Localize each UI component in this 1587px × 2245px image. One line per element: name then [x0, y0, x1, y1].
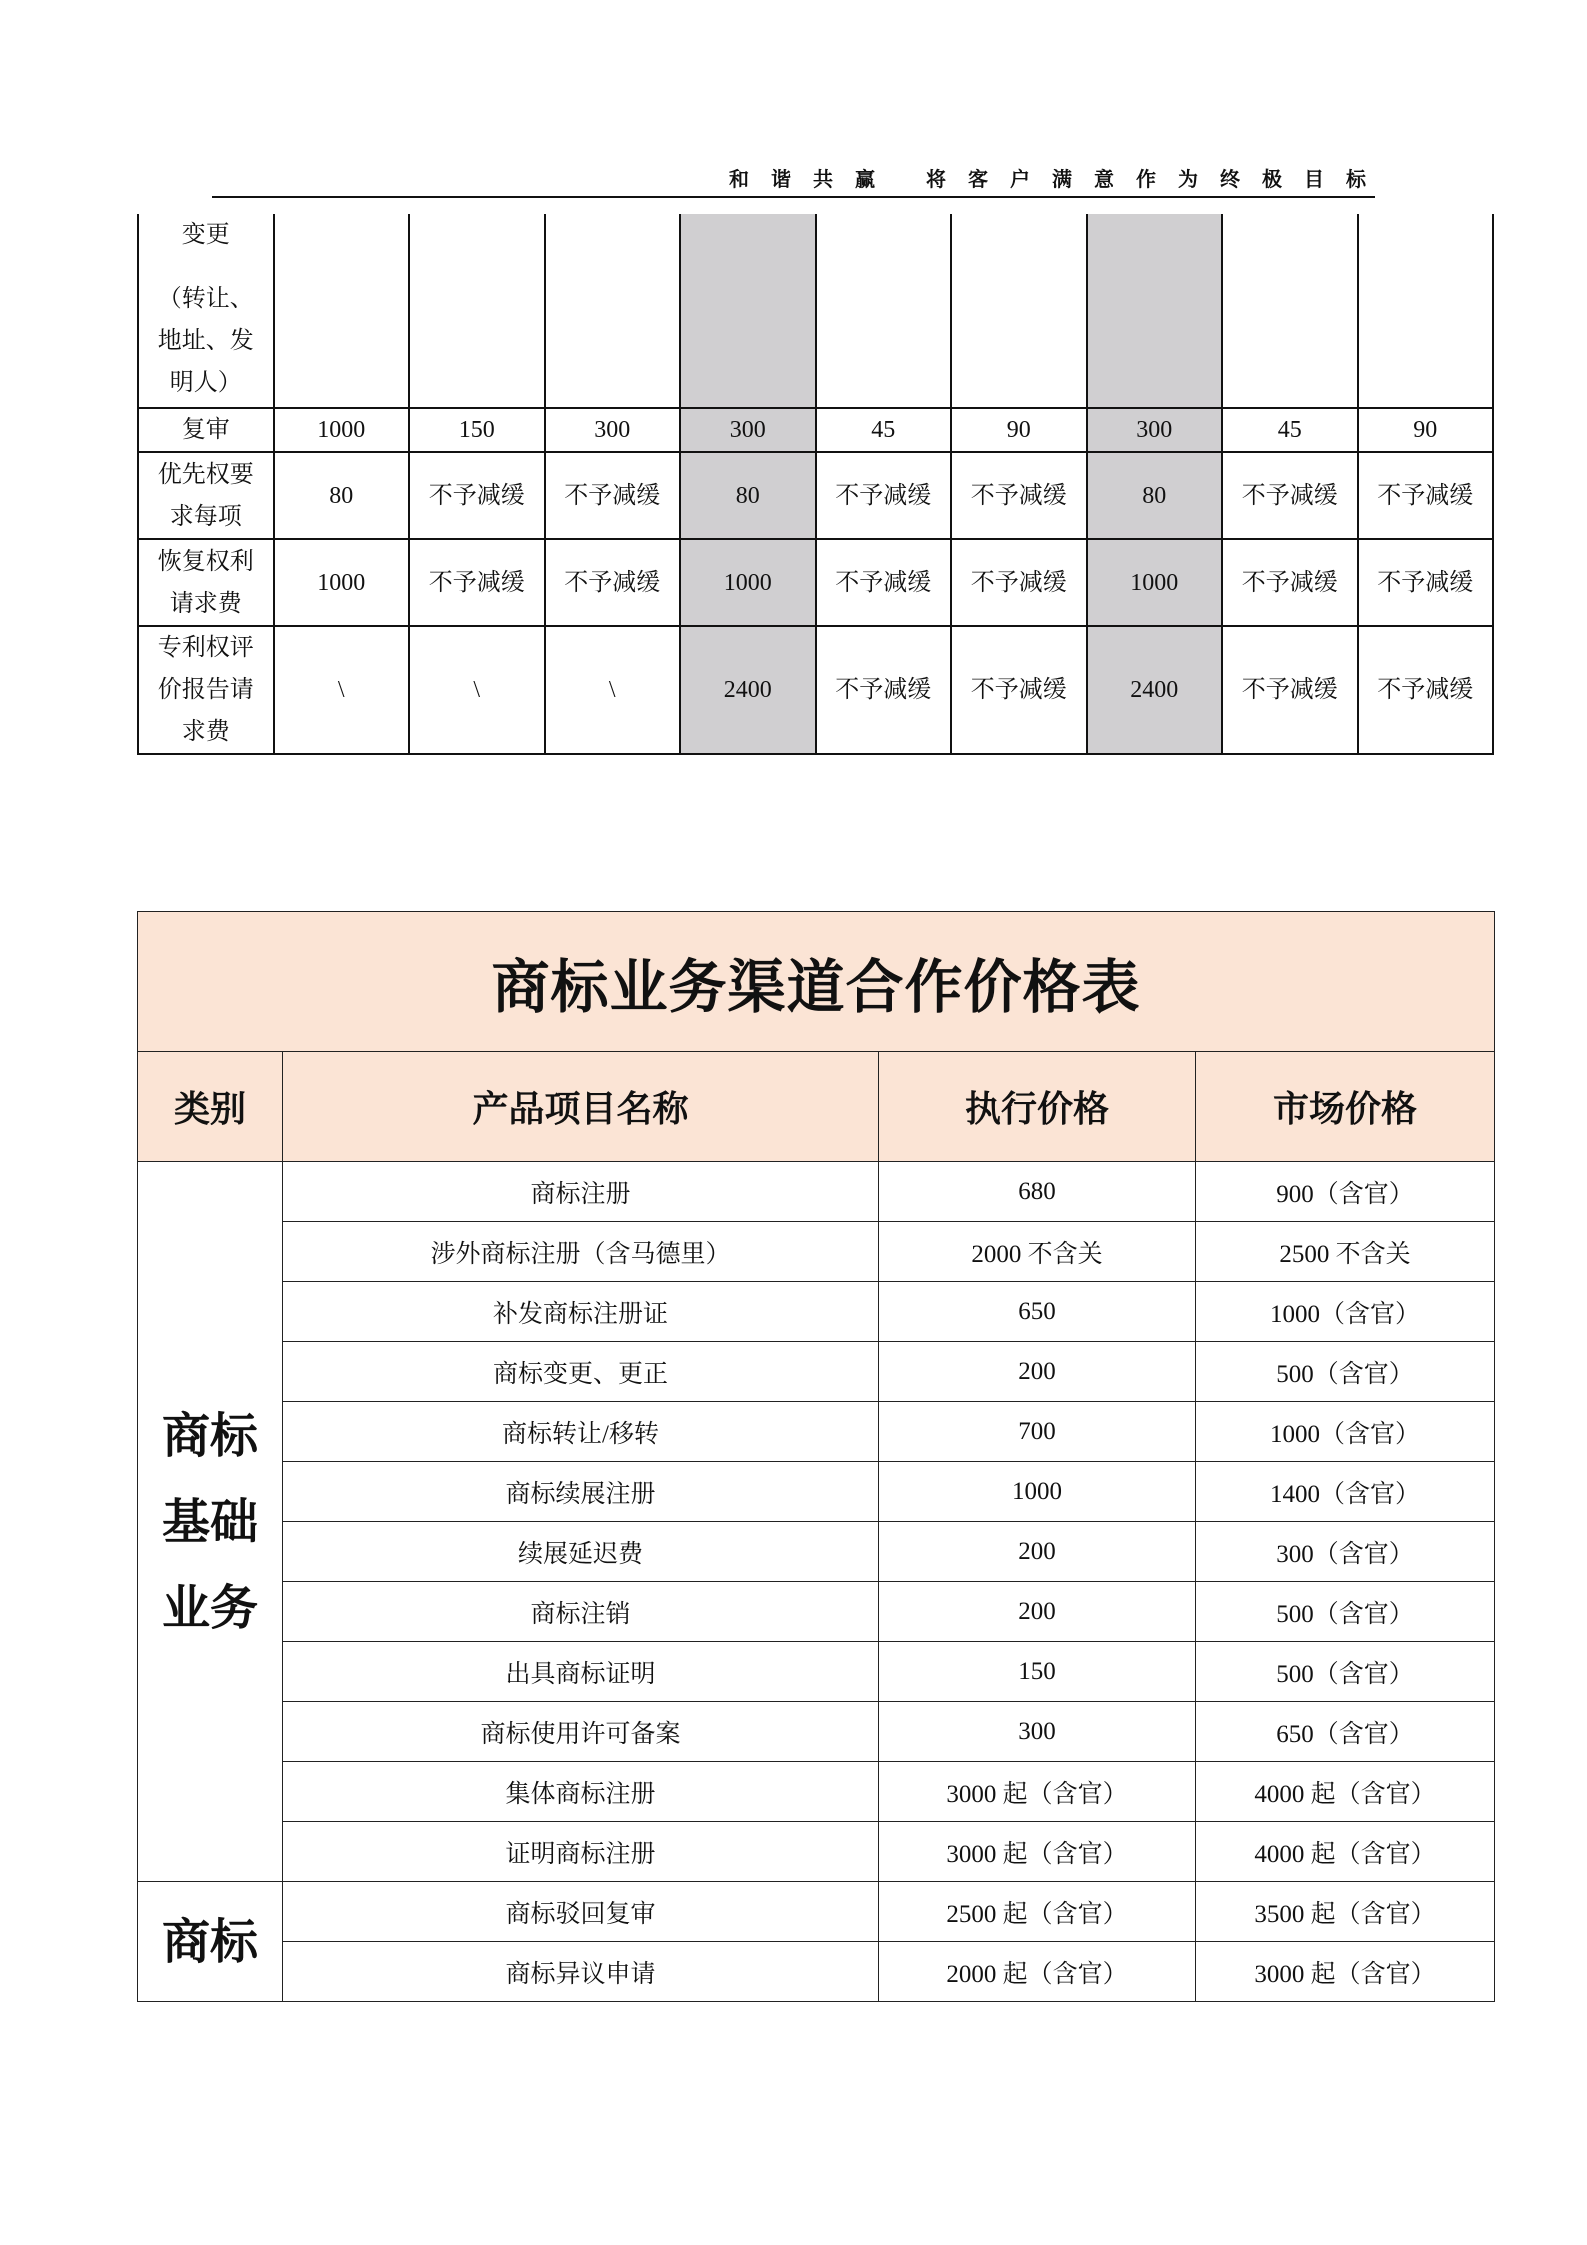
fee-value: 不予减缓	[545, 452, 681, 539]
fee-value-empty	[816, 214, 952, 408]
category-cell	[138, 1162, 283, 1882]
fee-value: 不予减缓	[1222, 539, 1358, 626]
price-row	[138, 1642, 1495, 1702]
fee-value: 2400	[1087, 626, 1223, 754]
price-row	[138, 1162, 1495, 1222]
price-row	[138, 1882, 1495, 1942]
item-name: 涉外商标注册（含马德里）	[283, 1222, 879, 1282]
fee-value: 不予减缓	[1358, 452, 1494, 539]
fee-value: 90	[951, 408, 1087, 452]
fee-value: 90	[1358, 408, 1494, 452]
item-name: 集体商标注册	[283, 1762, 879, 1822]
fee-row	[138, 626, 1493, 754]
fee-value: 不予减缓	[951, 452, 1087, 539]
exec-price: 2500 起（含官）	[879, 1882, 1196, 1942]
market-price: 4000 起（含官）	[1196, 1762, 1495, 1822]
fee-value-empty	[1358, 214, 1494, 408]
item-name: 出具商标证明	[283, 1642, 879, 1702]
fee-value-empty	[409, 214, 545, 408]
market-price: 3000 起（含官）	[1196, 1942, 1495, 2002]
fee-value: 80	[274, 452, 410, 539]
fee-row	[138, 539, 1493, 626]
item-name: 商标续展注册	[283, 1462, 879, 1522]
market-price: 900（含官）	[1196, 1162, 1495, 1222]
price-table	[137, 911, 1495, 2002]
price-table-title: 商标业务渠道合作价格表	[138, 912, 1495, 1052]
fee-value: 1000	[274, 408, 410, 452]
exec-price: 200	[879, 1522, 1196, 1582]
item-name: 商标异议申请	[283, 1942, 879, 2002]
fee-value: 2400	[680, 626, 816, 754]
market-price: 500（含官）	[1196, 1642, 1495, 1702]
fee-value: 不予减缓	[1222, 626, 1358, 754]
fee-value: 不予减缓	[1358, 626, 1494, 754]
fee-label-main: 变更	[181, 222, 230, 248]
fee-value: 300	[1087, 408, 1223, 452]
market-price: 300（含官）	[1196, 1522, 1495, 1582]
fee-row	[138, 408, 1493, 452]
price-row	[138, 1762, 1495, 1822]
fee-value: 150	[409, 408, 545, 452]
exec-price: 200	[879, 1582, 1196, 1642]
fee-value-empty	[274, 214, 410, 408]
item-name: 商标注销	[283, 1582, 879, 1642]
price-row	[138, 1222, 1495, 1282]
fee-label: 复审	[138, 408, 274, 452]
fee-value: 不予减缓	[545, 539, 681, 626]
market-price: 650（含官）	[1196, 1702, 1495, 1762]
fee-value-empty	[1087, 214, 1223, 408]
item-name: 商标转让/移转	[283, 1402, 879, 1462]
price-header-row	[138, 1052, 1495, 1162]
fee-value-empty	[545, 214, 681, 408]
exec-price: 3000 起（含官）	[879, 1822, 1196, 1882]
item-name: 商标注册	[283, 1162, 879, 1222]
fee-value: 不予减缓	[951, 539, 1087, 626]
price-row	[138, 1942, 1495, 2002]
category-cell	[138, 1882, 283, 2002]
fee-label: 优先权要求每项	[138, 452, 274, 539]
exec-price: 700	[879, 1402, 1196, 1462]
fee-value: 80	[680, 452, 816, 539]
fee-value: 80	[1087, 452, 1223, 539]
item-name: 续展延迟费	[283, 1522, 879, 1582]
fee-value: 不予减缓	[1358, 539, 1494, 626]
header-category: 类别	[138, 1052, 283, 1162]
exec-price: 3000 起（含官）	[879, 1762, 1196, 1822]
market-price: 1400（含官）	[1196, 1462, 1495, 1522]
exec-price: 680	[879, 1162, 1196, 1222]
fee-value: 45	[1222, 408, 1358, 452]
fee-value: 1000	[274, 539, 410, 626]
page-header-motto: 和谐共赢 将客户满意作为终极目标	[729, 167, 1388, 191]
category-label: 商标基础业务	[161, 1407, 258, 1636]
exec-price: 650	[879, 1282, 1196, 1342]
fee-value: 300	[545, 408, 681, 452]
fee-value: 1000	[1087, 539, 1223, 626]
header-rule	[212, 196, 1375, 198]
market-price: 500（含官）	[1196, 1342, 1495, 1402]
fee-value: 不予减缓	[951, 626, 1087, 754]
fee-row	[138, 214, 1493, 408]
fee-value-empty	[951, 214, 1087, 408]
fee-value: 不予减缓	[816, 626, 952, 754]
price-row	[138, 1342, 1495, 1402]
item-name: 证明商标注册	[283, 1822, 879, 1882]
market-price: 3500 起（含官）	[1196, 1882, 1495, 1942]
market-price: 4000 起（含官）	[1196, 1822, 1495, 1882]
fee-value: \	[274, 626, 410, 754]
fee-value: 不予减缓	[816, 452, 952, 539]
header-exec-price: 执行价格	[879, 1052, 1196, 1162]
price-row	[138, 1522, 1495, 1582]
fee-label	[138, 214, 274, 408]
header-item-name: 产品项目名称	[283, 1052, 879, 1162]
market-price: 2500 不含关	[1196, 1222, 1495, 1282]
fee-value: 1000	[680, 539, 816, 626]
fee-value-empty	[1222, 214, 1358, 408]
fee-label: 专利权评价报告请求费	[138, 626, 274, 754]
market-price: 1000（含官）	[1196, 1282, 1495, 1342]
exec-price: 2000 起（含官）	[879, 1942, 1196, 2002]
fee-value: 不予减缓	[1222, 452, 1358, 539]
price-row	[138, 1462, 1495, 1522]
item-name: 商标变更、更正	[283, 1342, 879, 1402]
exec-price: 1000	[879, 1462, 1196, 1522]
price-row	[138, 1702, 1495, 1762]
price-title-row	[138, 912, 1495, 1052]
price-row	[138, 1822, 1495, 1882]
fee-value-empty	[680, 214, 816, 408]
item-name: 商标使用许可备案	[283, 1702, 879, 1762]
header-market-price: 市场价格	[1196, 1052, 1495, 1162]
fee-row	[138, 452, 1493, 539]
exec-price: 300	[879, 1702, 1196, 1762]
fee-value: 不予减缓	[409, 539, 545, 626]
fee-value: 45	[816, 408, 952, 452]
exec-price: 2000 不含关	[879, 1222, 1196, 1282]
item-name: 商标驳回复审	[283, 1882, 879, 1942]
price-row	[138, 1402, 1495, 1462]
item-name: 补发商标注册证	[283, 1282, 879, 1342]
fee-label-note: （转让、地址、发明人）	[157, 286, 254, 396]
fee-value: \	[545, 626, 681, 754]
fee-table	[137, 214, 1494, 755]
category-label: 商标	[161, 1913, 258, 1970]
market-price: 1000（含官）	[1196, 1402, 1495, 1462]
fee-value: 不予减缓	[409, 452, 545, 539]
fee-value: 不予减缓	[816, 539, 952, 626]
fee-value: 300	[680, 408, 816, 452]
exec-price: 150	[879, 1642, 1196, 1702]
price-row	[138, 1582, 1495, 1642]
fee-value: \	[409, 626, 545, 754]
fee-label: 恢复权利请求费	[138, 539, 274, 626]
price-row	[138, 1282, 1495, 1342]
market-price: 500（含官）	[1196, 1582, 1495, 1642]
exec-price: 200	[879, 1342, 1196, 1402]
